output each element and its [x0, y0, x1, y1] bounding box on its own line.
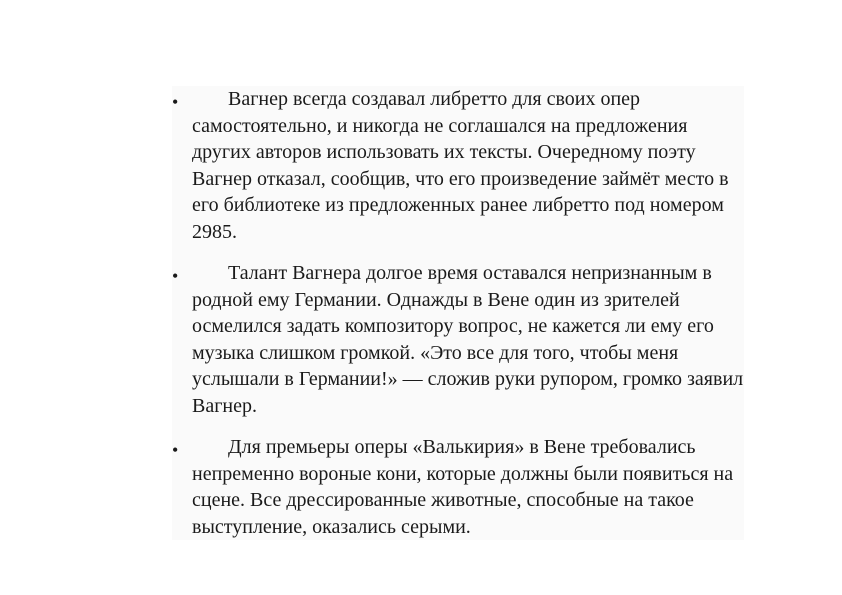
- bullet-paragraph: Талант Вагнера долгое время оставался непризнанным в родной ему Германии. Однажды в Вене один из зрителей осмелился задать композитору вопрос, не кажется ли ему его музыка слишком громкой. «Это все для того, чтобы меня услышали в Германии!» — сложив руки рупором, громко заявил Вагнер.: [192, 262, 744, 417]
- bullet-dot-icon: •: [172, 92, 179, 112]
- bullet-paragraph: Вагнер всегда создавал либретто для своих опер самостоятельно, и никогда не соглашался на предложения других авторов использовать их тексты. Очередному поэту Вагнер отказал, сообщив, что его произведение займёт место в его библиотеке из предложенных ранее либретто под номером 2985.: [192, 88, 729, 243]
- bullet-item: [172, 434, 744, 540]
- bullet-paragraph: Для премьеры оперы «Валькирия» в Вене требовались непременно вороные кони, которые должны были появиться на сцене. Все дрессированные животные, способные на такое выступление, оказались серыми.: [192, 436, 734, 538]
- slide-text-block: [172, 86, 744, 540]
- bullet-item: [172, 260, 744, 420]
- bullet-dot-icon: •: [172, 266, 179, 286]
- bullet-dot-icon: •: [172, 440, 179, 460]
- bullet-item: [172, 86, 744, 246]
